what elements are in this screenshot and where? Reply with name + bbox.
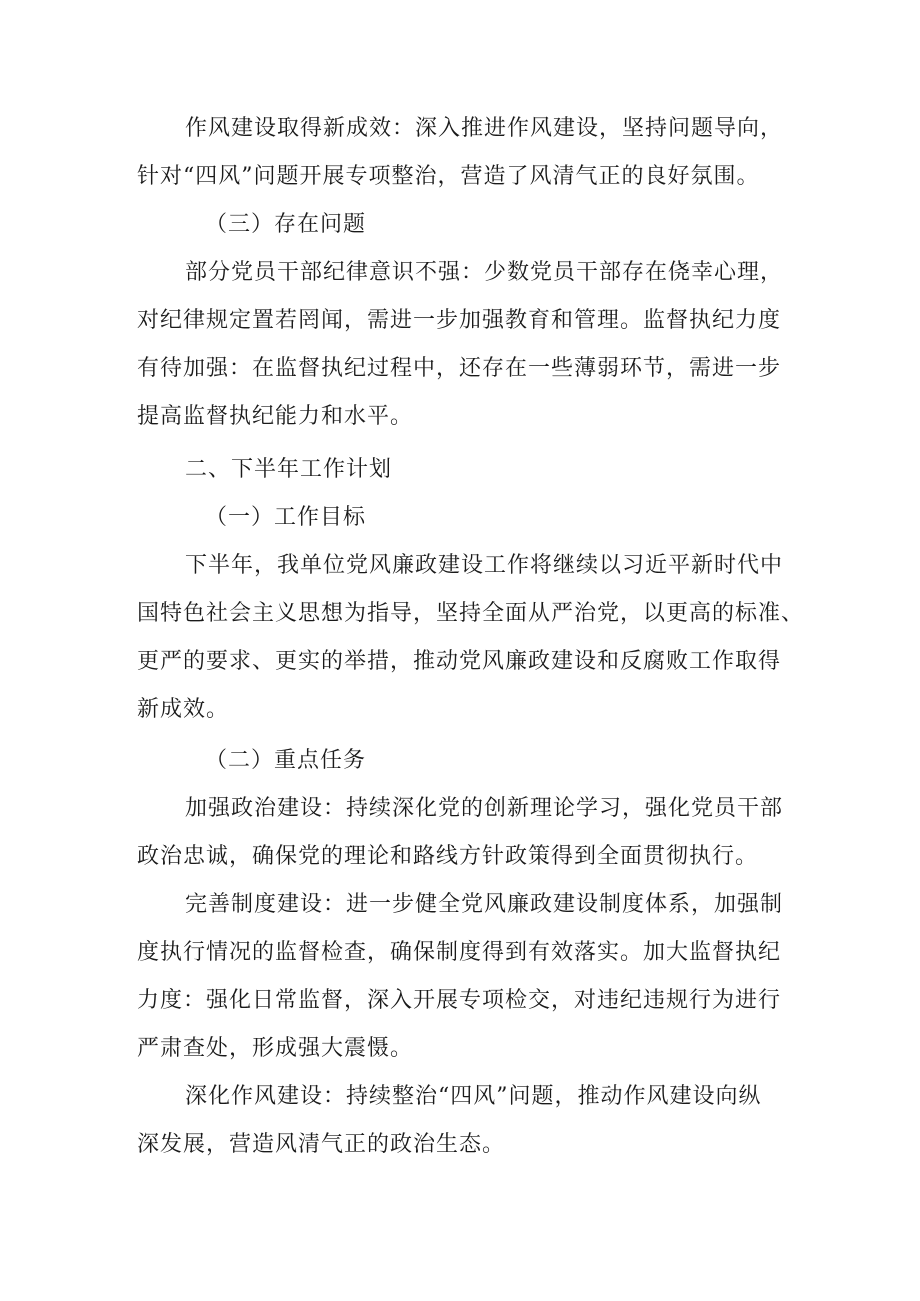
paragraph-line: 针对“四风”问题开展专项整治，营造了风清气正的良好氛围。 bbox=[137, 164, 760, 189]
paragraph-line: 对纪律规定置若罔闻，需进一步加强教育和管理。监督执纪力度 bbox=[137, 308, 782, 333]
paragraph-line: 深化作风建设：持续整治“四风”问题，推动作风建设向纵 bbox=[185, 1084, 762, 1109]
paragraph-line: 度执行情况的监督检查，确保制度得到有效落实。加大监督执纪 bbox=[137, 940, 782, 965]
paragraph-line: 深发展，营造风清气正的政治生态。 bbox=[137, 1132, 506, 1157]
paragraph-line: 政治忠诚，确保党的理论和路线方针政策得到全面贯彻执行。 bbox=[137, 844, 759, 869]
paragraph-line: 加强政治建设：持续深化党的创新理论学习，强化党员干部 bbox=[185, 796, 784, 821]
section-heading-plan: 二、下半年工作计划 bbox=[185, 457, 393, 482]
paragraph-line: 严肃查处，形成强大震慑。 bbox=[137, 1036, 414, 1061]
paragraph-line: 有待加强：在监督执纪过程中，还存在一些薄弱环节，需进一步 bbox=[137, 356, 782, 381]
paragraph-line: 新成效。 bbox=[137, 697, 230, 722]
paragraph-line: 国特色社会主义思想为指导，坚持全面从严治党，以更高的标准、 bbox=[137, 601, 805, 626]
paragraph-line: 下半年，我单位党风廉政建设工作将继续以习近平新时代中 bbox=[185, 553, 784, 578]
paragraph-line: 部分党员干部纪律意识不强：少数党员干部存在侥幸心理， bbox=[185, 260, 784, 285]
section-heading-goal: （一）工作目标 bbox=[205, 505, 367, 530]
paragraph-line: 提高监督执纪能力和水平。 bbox=[137, 404, 414, 429]
paragraph-line: 力度：强化日常监督，深入开展专项检交，对违纪违规行为进行 bbox=[137, 988, 782, 1013]
section-heading-problems: （三）存在问题 bbox=[205, 212, 367, 237]
paragraph-line: 完善制度建设：进一步健全党风廉政建设制度体系，加强制 bbox=[185, 892, 784, 917]
section-heading-tasks: （二）重点任务 bbox=[205, 748, 367, 773]
paragraph-line: 作风建设取得新成效：深入推进作风建设，坚持问题导向， bbox=[185, 116, 784, 141]
paragraph-line: 更严的要求、更实的举措，推动党风廉政建设和反腐败工作取得 bbox=[137, 649, 782, 674]
